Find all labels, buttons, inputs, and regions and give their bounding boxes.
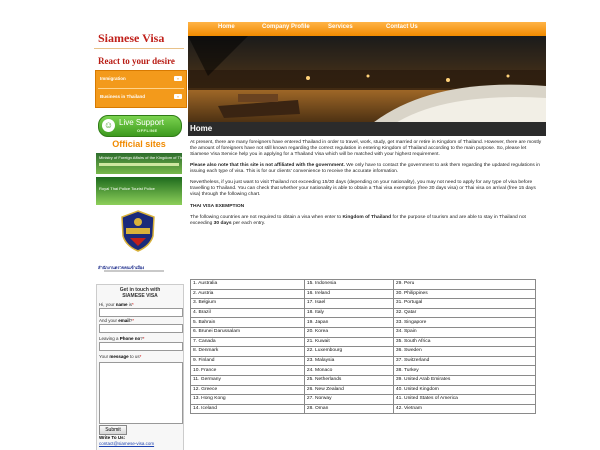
message-label: Your message to us* bbox=[99, 354, 142, 359]
table-row bbox=[191, 356, 536, 366]
table-cell: 5. Bahrain bbox=[191, 318, 305, 328]
tourist-police-banner[interactable] bbox=[96, 177, 182, 205]
table-cell: 13. Hong Kong bbox=[191, 395, 305, 405]
table-cell: 34. Spain bbox=[393, 327, 535, 337]
table-cell: 35. South Africa bbox=[393, 337, 535, 347]
table-row bbox=[191, 347, 536, 357]
hero-image bbox=[188, 36, 546, 136]
main-content bbox=[190, 140, 542, 450]
top-navigation bbox=[188, 22, 546, 36]
table-cell: 3. Belgium bbox=[191, 299, 305, 309]
disclaimer-paragraph bbox=[190, 163, 542, 175]
table-cell: 36. Sweden bbox=[393, 347, 535, 357]
table-cell: 25. Netherlands bbox=[304, 375, 393, 385]
foreign-affairs-banner-text: Ministry of Foreign Affairs of the Kingdom of Thailand bbox=[99, 155, 193, 160]
table-cell: 12. Greece bbox=[191, 385, 305, 395]
table-cell: 15. Indonesia bbox=[304, 280, 393, 290]
menu-arrow-icon[interactable]: » bbox=[174, 94, 182, 99]
name-label: Hi, your name is* bbox=[99, 302, 134, 307]
contact-heading-line1: Get in touch with bbox=[119, 287, 161, 293]
site-container bbox=[90, 22, 546, 450]
table-cell: 18. Italy bbox=[304, 308, 393, 318]
menu-divider bbox=[98, 88, 184, 89]
live-support-button[interactable] bbox=[98, 115, 182, 137]
left-sidebar bbox=[90, 22, 193, 450]
table-cell: 27. Norway bbox=[304, 395, 393, 405]
brand-title: Siamese Visa bbox=[98, 31, 165, 45]
table-cell: 14. Iceland bbox=[191, 404, 305, 414]
email-label: And your email?* bbox=[99, 318, 135, 323]
table-row bbox=[191, 375, 536, 385]
table-cell: 24. Monaco bbox=[304, 366, 393, 376]
table-row bbox=[191, 404, 536, 414]
table-cell: 42. Vietnam bbox=[393, 404, 535, 414]
nav-contact-us[interactable]: Contact Us bbox=[386, 24, 418, 30]
table-row bbox=[191, 385, 536, 395]
intro-paragraph: At present, there are many foreigners have entered Thailand in order to travel, work, study, get married or retire in Kingdom of Thailand. However, there are mostly the amount of foreigners have not still known regarding the correct regulation in entering Kingdom of Thailand according to the main purpose. So, please let Siamese Visa Service help you in applying for a Thailand Visa which will be matched with your highest requirement. bbox=[190, 140, 542, 157]
table-cell: 17. Isael bbox=[304, 299, 393, 309]
immigration-emblem-icon[interactable] bbox=[120, 210, 156, 252]
table-cell: 31. Portugal bbox=[393, 299, 535, 309]
chat-icon: ☺ bbox=[103, 120, 114, 130]
table-cell: 16. Ireland bbox=[304, 289, 393, 299]
table-cell: 23. Malaysia bbox=[304, 356, 393, 366]
table-cell: 38. Turkey bbox=[393, 366, 535, 376]
table-row bbox=[191, 318, 536, 328]
email-input[interactable] bbox=[99, 324, 183, 333]
table-cell: 21. Kuwait bbox=[304, 337, 393, 347]
table-row bbox=[191, 337, 536, 347]
menu-item-immigration[interactable]: Immigration bbox=[100, 76, 126, 81]
menu-item-business[interactable]: Business in Thailand bbox=[100, 94, 146, 99]
phone-input[interactable] bbox=[99, 342, 183, 351]
nav-company-profile[interactable]: Company Profile bbox=[262, 24, 310, 30]
table-row bbox=[191, 299, 536, 309]
table-cell: 41. United States of America bbox=[393, 395, 535, 405]
table-cell: 7. Canada bbox=[191, 337, 305, 347]
table-cell: 37. Switzerland bbox=[393, 356, 535, 366]
banner-stripe bbox=[99, 163, 179, 166]
table-cell: 22. Luxembourg bbox=[304, 347, 393, 357]
table-cell: 20. Korea bbox=[304, 327, 393, 337]
table-cell: 26. New Zealand bbox=[304, 385, 393, 395]
immigration-caption[interactable]: สำนักงานตรวจคนเข้าเมือง bbox=[98, 265, 145, 270]
menu-arrow-icon[interactable]: » bbox=[174, 76, 182, 81]
table-row bbox=[191, 280, 536, 290]
table-cell: 40. United Kingdom bbox=[393, 385, 535, 395]
contact-heading-line2: SIAMESE VISA bbox=[122, 293, 158, 299]
contact-form bbox=[96, 284, 184, 450]
nav-home[interactable]: Home bbox=[218, 24, 235, 30]
contact-email-link[interactable]: contact@siamese-visa.com bbox=[99, 441, 155, 446]
page-title: Home bbox=[190, 124, 213, 133]
table-cell: 33. Singapore bbox=[393, 318, 535, 328]
visa-exemption-heading: THAI VISA EXEMPTION bbox=[190, 204, 245, 209]
table-cell: 28. Oman bbox=[304, 404, 393, 414]
table-cell: 30. Philippines bbox=[393, 289, 535, 299]
contact-heading bbox=[97, 287, 183, 299]
table-row bbox=[191, 327, 536, 337]
table-cell: 39. United Arab Emirates bbox=[393, 375, 535, 385]
caption-underline bbox=[104, 270, 164, 272]
side-menu bbox=[95, 70, 187, 108]
exemption-paragraph: Nevertheless, if you just want to visit Thailand not exceeding 15/30 days (depending on your nationality), you may not need to apply for any type of visa before travelling to Thailand. You can check that whether your nationality is able to obtain a Thai visa exemption (free 30 days visa) or Thai visa on arrival (free 15 days visa) through the following chart. bbox=[190, 180, 536, 197]
table-row bbox=[191, 395, 536, 405]
table-row bbox=[191, 289, 536, 299]
table-cell: 6. Brunei Darussalam bbox=[191, 327, 305, 337]
live-support-status: OFFLINE bbox=[137, 128, 158, 133]
brand-tagline: React to your desire bbox=[98, 56, 175, 66]
countries-intro: The following countries are not required to obtain a visa when enter to Kingdom of Thailand for the purpose of tourism and are able to stay in Thailand not exceeding 30 days per each entry. bbox=[190, 215, 526, 226]
brand-logo[interactable] bbox=[94, 28, 184, 49]
table-cell: 29. Peru bbox=[393, 280, 535, 290]
tourist-police-banner-text: Royal Thai Police Tourist Police bbox=[99, 186, 155, 191]
table-row bbox=[191, 366, 536, 376]
page-title-bar bbox=[188, 122, 546, 136]
submit-button[interactable]: Submit bbox=[99, 425, 127, 435]
table-cell: 32. Qatar bbox=[393, 308, 535, 318]
disclaimer-text: We only have to contact the government to ask them regarding the updated regulations in issuing each type of visa. This is for our clients' convenience to receive the accurate information. bbox=[190, 163, 541, 174]
table-cell: 4. Brazil bbox=[191, 308, 305, 318]
table-cell: 2. Austria bbox=[191, 289, 305, 299]
message-textarea[interactable] bbox=[99, 362, 183, 424]
hero-scene bbox=[188, 36, 546, 136]
table-row bbox=[191, 308, 536, 318]
table-cell: 1. Australia bbox=[191, 280, 305, 290]
official-sites-title: Official sites bbox=[112, 139, 166, 149]
write-to-label: Write To Us: bbox=[99, 435, 126, 440]
table-cell: 8. Denmark bbox=[191, 347, 305, 357]
live-support-label: Live Support bbox=[119, 118, 164, 127]
visa-exemption-table bbox=[190, 279, 536, 414]
phone-label: Leaving a Phone no?* bbox=[99, 336, 145, 341]
table-cell: 11. Germany bbox=[191, 375, 305, 385]
table-cell: 10. France bbox=[191, 366, 305, 376]
name-input[interactable] bbox=[99, 308, 183, 317]
nav-services[interactable]: Services bbox=[328, 24, 353, 30]
disclaimer-bold: Please also note that this site is not affiliated with the government. bbox=[190, 163, 345, 168]
foreign-affairs-banner[interactable] bbox=[96, 153, 193, 174]
table-cell: 9. Finland bbox=[191, 356, 305, 366]
table-cell: 19. Japan bbox=[304, 318, 393, 328]
